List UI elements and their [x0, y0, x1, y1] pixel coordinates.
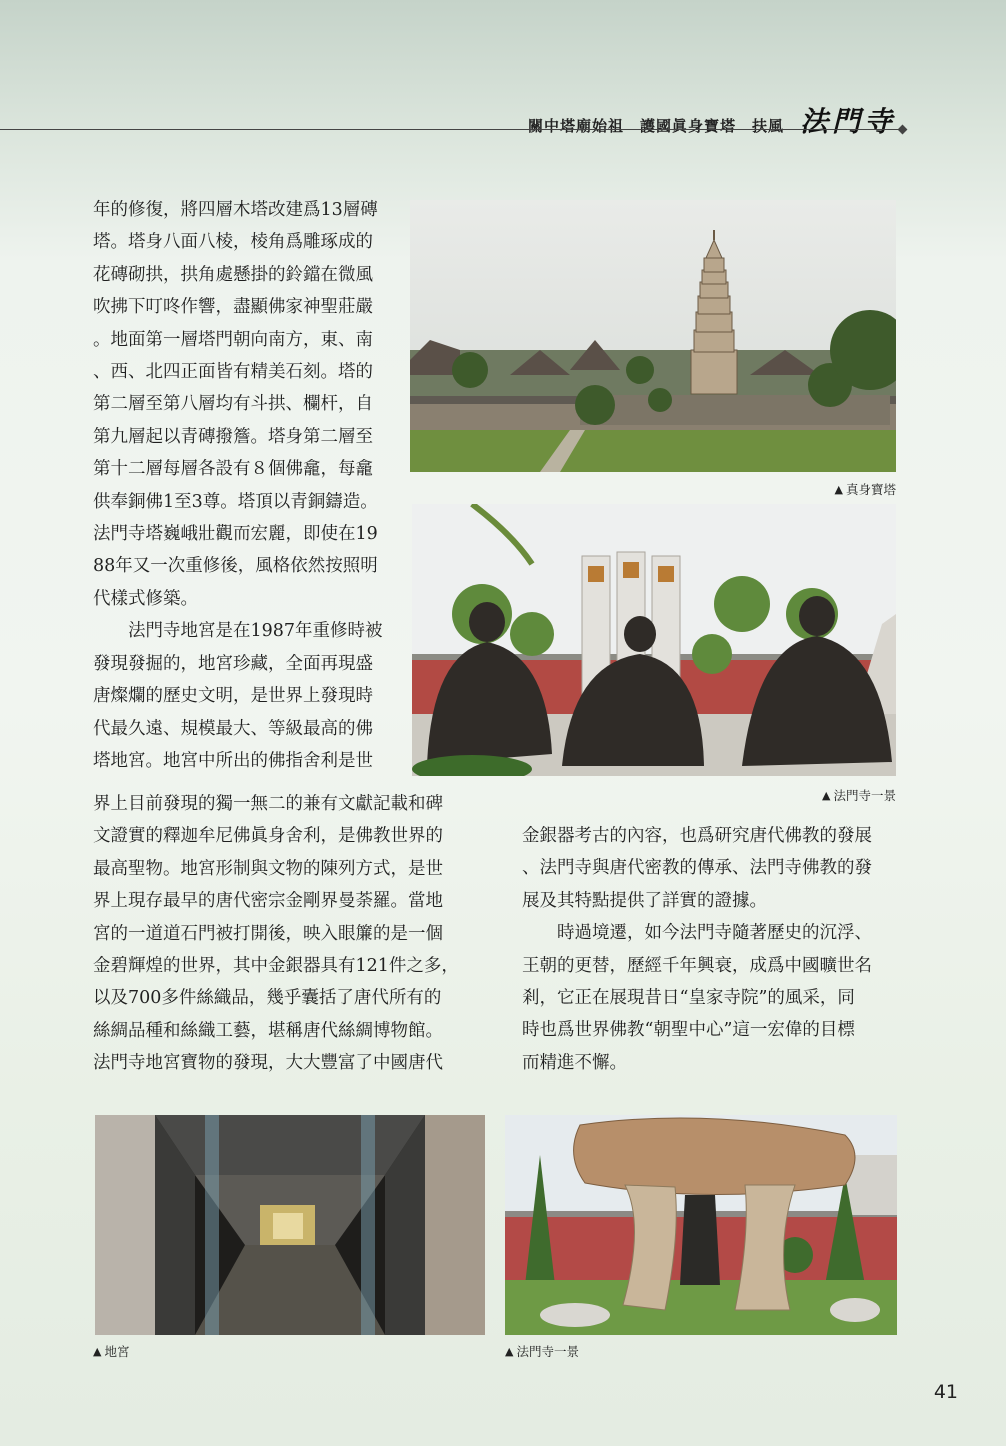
- text-line: 、法門寺與唐代密教的傳承、法門寺佛教的發: [522, 858, 872, 879]
- rock-sculpture-photo: [505, 1115, 897, 1335]
- text-line: 最高聖物。地宮形制與文物的陳列方式，是世: [93, 858, 443, 879]
- text-line: 而精進不懈。: [522, 1052, 627, 1073]
- text-line: 界上現存最早的唐代密宗金剛界曼荼羅。當地: [93, 891, 443, 912]
- text-line: 第十二層每層各設有８個佛龕，每龕: [93, 459, 373, 480]
- caption-text: 地宮: [104, 1344, 130, 1359]
- text-line: 時過境遷，如今法門寺隨著歷史的沉浮、: [522, 923, 872, 944]
- caption-marker-icon: ▲: [505, 1344, 514, 1358]
- statues-caption: [822, 786, 896, 804]
- text-line: 王朝的更替，歷經千年興衰，成爲中國曠世名: [522, 955, 872, 976]
- caption-text: 法門寺一景: [516, 1344, 579, 1359]
- pagoda-caption: [835, 480, 896, 498]
- text-line: 剎，它正在展現昔日“皇家寺院”的風采，同: [522, 988, 855, 1009]
- text-line: 宮的一道道石門被打開後，映入眼簾的是一個: [93, 923, 443, 944]
- text-line: 。地面第一層塔門朝向南方，東、南: [93, 329, 373, 350]
- caption-marker-icon: ▲: [93, 1344, 102, 1358]
- text-line: 發現發掘的，地宮珍藏，全面再現盛: [93, 653, 373, 674]
- text-line: 界上目前發現的獨一無二的兼有文獻記載和碑: [93, 794, 443, 814]
- page-number: 41: [933, 1381, 958, 1403]
- text-line: 法門寺塔巍峨壯觀而宏麗，即使在19: [93, 524, 378, 545]
- text-line: 展及其特點提供了詳實的證據。: [522, 890, 767, 911]
- caption-marker-icon: ▲: [834, 482, 843, 496]
- caption-text: 真身寶塔: [845, 482, 896, 497]
- text-column-left-bottom: [93, 788, 483, 1080]
- text-line: 、西、北四正面皆有精美石刻。塔的: [93, 362, 373, 383]
- text-line: 法門寺地宮是在1987年重修時被: [93, 621, 383, 642]
- text-line: 花磚砌拱，拱角處懸掛的鈴鐺在微風: [93, 264, 373, 285]
- caption-marker-icon: ▲: [822, 788, 831, 802]
- text-line: 代樣式修築。: [93, 588, 198, 609]
- text-line: 代最久遠、規模最大、等級最高的佛: [93, 718, 373, 739]
- pagoda-photo: [410, 200, 896, 472]
- text-column-left-top: [93, 194, 403, 777]
- text-line: 時也爲世界佛教“朝聖中心”這一宏偉的目標: [522, 1020, 855, 1041]
- crypt-photo: [95, 1115, 485, 1335]
- header-divider: [0, 129, 900, 130]
- header-brand: 法門寺: [799, 105, 896, 138]
- monk-statues-photo: [412, 504, 896, 776]
- text-line: 金銀器考古的內容，也爲研究唐代佛教的發展: [522, 826, 872, 846]
- text-line: 吹拂下叮咚作響，盡顯佛家神聖莊嚴: [93, 297, 373, 318]
- text-line: 金碧輝煌的世界，其中金銀器具有121件之多，: [93, 956, 459, 977]
- header-slogan: 關中塔廟始祖 護國眞身寶塔 扶風: [527, 117, 784, 135]
- text-line: 法門寺地宮寶物的發現，大大豐富了中國唐代: [93, 1053, 443, 1074]
- text-line: 供奉銅佛1至3尊。塔頂以青銅鑄造。: [93, 491, 378, 512]
- text-line: 絲綢品種和絲織工藝，堪稱唐代絲綢博物館。: [93, 1020, 443, 1041]
- text-line: 塔。塔身八面八棱，棱角爲雕琢成的: [93, 232, 373, 253]
- crypt-caption: [93, 1342, 129, 1360]
- page-header: [528, 100, 896, 140]
- text-line: 第九層起以青磚撥簷。塔身第二層至: [93, 426, 373, 447]
- text-line: 第二層至第八層均有斗拱、欄杆，自: [93, 394, 373, 415]
- caption-text: 法門寺一景: [833, 788, 896, 803]
- text-column-right: [522, 820, 907, 1079]
- text-line: 88年又一次重修後，風格依然按照明: [93, 556, 378, 577]
- text-line: 以及700多件絲織品，幾乎囊括了唐代所有的: [93, 988, 442, 1009]
- rock-caption: [505, 1342, 579, 1360]
- text-line: 唐燦爛的歷史文明，是世界上發現時: [93, 686, 373, 707]
- text-line: 文證實的釋迦牟尼佛眞身舍利，是佛教世界的: [93, 826, 443, 847]
- text-line: 年的修復，將四層木塔改建爲13層磚: [93, 200, 378, 220]
- text-line: 塔地宮。地宮中所出的佛指舍利是世: [93, 750, 373, 771]
